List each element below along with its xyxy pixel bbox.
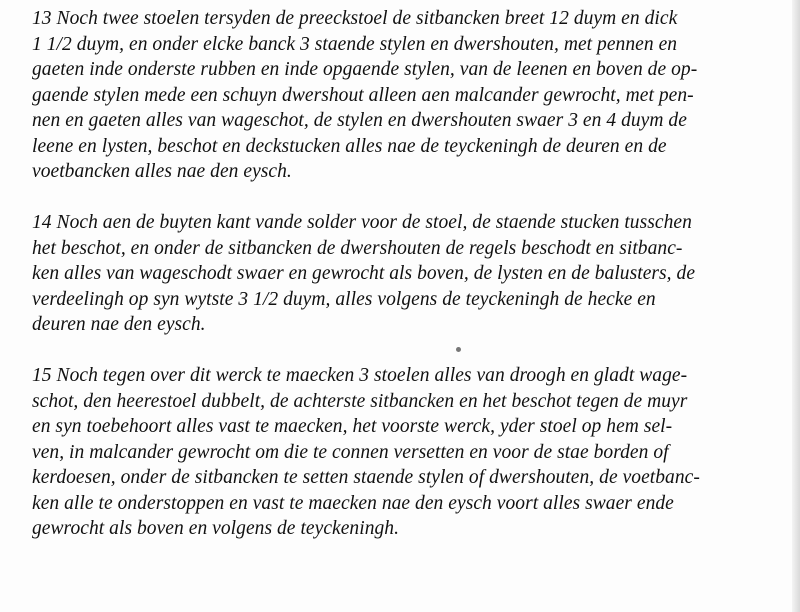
paragraph-15-line: kerdoesen, onder de sitbancken te setten staende stylen of dwershouten, de voetbanc- xyxy=(32,467,700,488)
paragraph-13-line: gaende stylen mede een schuyn dwershout alleen aen malcander gewrocht, met pen- xyxy=(32,85,694,106)
paragraph-14-line: ken alles van wageschodt swaer en gewrocht als boven, de lysten en de balusters, de xyxy=(32,263,696,284)
paragraph-15-line: schot, den heerestoel dubbelt, de achterste sitbancken en het beschot tegen de muyr xyxy=(32,391,688,412)
scan-speck xyxy=(456,347,461,352)
paragraph-14-line: verdeelingh op syn wytste 3 1/2 duym, alles volgens de teyckeningh de hecke en xyxy=(32,289,656,310)
paragraph-14-line: 14 Noch aen de buyten kant vande solder voor de stoel, de staende stucken tusschen xyxy=(32,212,692,233)
paragraph-15-line: ken alle te onderstoppen en vast te maecken nae den eysch voort alles swaer ende xyxy=(32,493,674,514)
paragraph-13-line: leene en lysten, beschot en deckstucken alles nae de teyckeningh de deuren en de xyxy=(32,136,667,157)
paragraph-15-line: ven, in malcander gewrocht om die te connen versetten en voor de stae borden of xyxy=(32,442,669,463)
paragraph-14-line: deuren nae den eysch. xyxy=(32,314,206,335)
paragraph-13-line: voetbancken alles nae den eysch. xyxy=(32,161,292,182)
scan-edge-shadow xyxy=(792,0,800,612)
paragraph-13-line: gaeten inde onderste rubben en inde opgaende stylen, van de leenen en boven de op- xyxy=(32,59,698,80)
paragraph-15-line: gewrocht als boven en volgens de teyckeningh. xyxy=(32,518,400,539)
paragraph-13-line: 1 1/2 duym, en onder elcke banck 3 staende stylen en dwershouten, met pennen en xyxy=(32,34,678,55)
paragraph-13-line: nen en gaeten alles van wageschot, de stylen en dwershouten swaer 3 en 4 duym de xyxy=(32,110,687,131)
paragraph-15-line: en syn toebehoort alles vast te maecken, het voorste werck, yder stoel op hem sel- xyxy=(32,416,673,437)
paragraph-14-line: het beschot, en onder de sitbancken de dwershouten de regels beschodt en sitbanc- xyxy=(32,238,683,259)
paragraph-13-line: 13 Noch twee stoelen tersyden de preeckstoel de sitbancken breet 12 duym en dick xyxy=(32,8,678,29)
paragraph-15-line: 15 Noch tegen over dit werck te maecken 3 stoelen alles van droogh en gladt wage- xyxy=(32,365,688,386)
